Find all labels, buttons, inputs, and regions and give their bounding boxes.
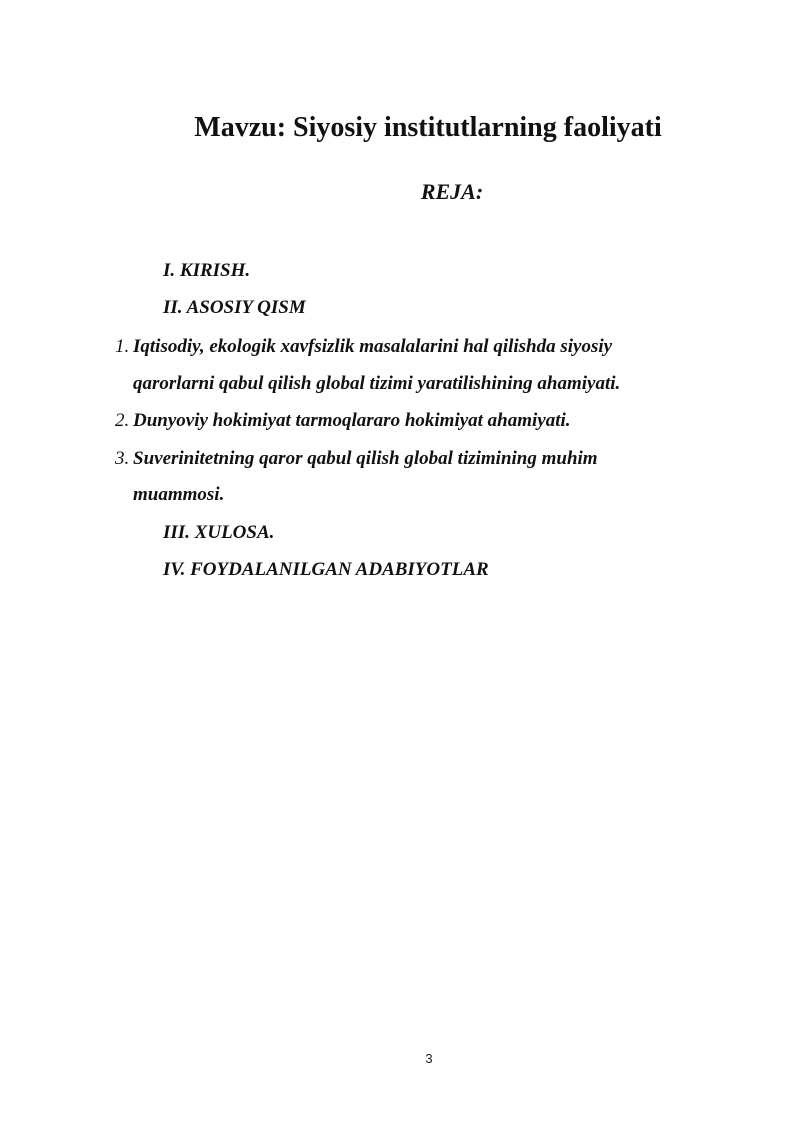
plan-heading: REJA: xyxy=(420,179,484,204)
item-text-line: qarorlarni qabul qilish global tizimi yaratilishining ahamiyati. xyxy=(133,373,621,394)
section-intro: I. KIRISH. xyxy=(163,260,251,281)
section-main-part: II. ASOSIY QISM xyxy=(163,297,306,318)
document-title: Mavzu: Siyosiy institutlarning faoliyati xyxy=(194,112,662,143)
item-text-line: muammosi. xyxy=(133,484,225,505)
item-text-line: Suverinitetning qaror qabul qilish global tizimining muhim xyxy=(133,448,598,469)
section-references: IV. FOYDALANILGAN ADABIYOTLAR xyxy=(163,559,489,580)
item-text-line: Iqtisodiy, ekologik xavfsizlik masalalarini hal qilishda siyosiy xyxy=(133,336,613,357)
item-number: 2. xyxy=(115,410,130,431)
section-conclusion: III. XULOSA. xyxy=(163,522,275,543)
item-text-line: Dunyoviy hokimiyat tarmoqlararo hokimiyat ahamiyati. xyxy=(133,410,571,431)
page-number: 3 xyxy=(425,1051,433,1066)
item-number: 1. xyxy=(115,336,130,357)
item-number: 3. xyxy=(115,448,130,469)
